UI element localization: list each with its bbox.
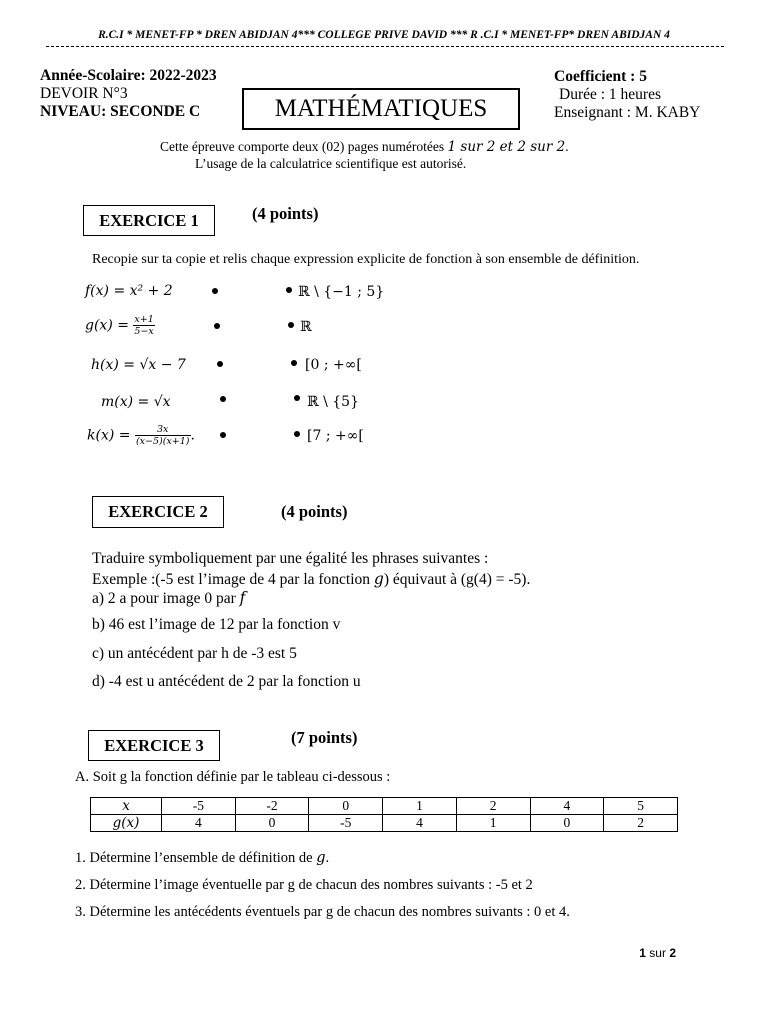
exercice-3-question-1	[75, 850, 329, 867]
bullet-dot	[294, 431, 300, 437]
function-k-numerator: 3x	[135, 424, 191, 436]
table-cell: 2	[456, 798, 530, 815]
table-cell: 5	[604, 798, 678, 815]
header-banner: R.C.I * MENET-FP * DREN ABIDJAN 4*** COLLEGE PRIVE DAVID *** R .C.I * MENET-FP* DREN ABIDJAN 4	[98, 29, 670, 41]
table-cell: -2	[235, 798, 309, 815]
table-cell: -5	[162, 798, 236, 815]
table-cell: 4	[530, 798, 604, 815]
domain-3: [0 ; +∞[	[305, 357, 362, 373]
function-h: h(x) = √x − 7	[91, 357, 186, 373]
function-m: m(x) = √x	[101, 394, 171, 410]
exercice-2-item-c: c) un antécédent par h de -3 est 5	[92, 645, 297, 662]
duree: Durée : 1 heures	[559, 86, 661, 103]
domain-1: ℝ \ {−1 ; 5}	[298, 284, 385, 300]
table-cell: 2	[604, 815, 678, 832]
domain-2: ℝ	[300, 319, 312, 335]
function-k-fraction	[135, 424, 191, 447]
function-g-fraction	[133, 314, 154, 337]
table-cell: 1	[456, 815, 530, 832]
bullet-dot	[214, 323, 220, 329]
school-year: Année-Scolaire: 2022-2023	[40, 67, 217, 84]
exercice-2-points: (4 points)	[281, 502, 348, 521]
bullet-dot	[220, 396, 226, 402]
exercice-2-item-a	[92, 589, 245, 608]
domain-5: [7 ; +∞[	[307, 428, 364, 444]
page-title: MATHÉMATIQUES	[242, 88, 520, 130]
exercice-3-question-2: 2. Détermine l’image éventuelle par g de chacun des nombres suivants : -5 et 2	[75, 877, 533, 893]
page-number	[639, 946, 676, 960]
exercice-2-label: EXERCICE 2	[92, 496, 224, 528]
exercice-1-consigne: Recopie sur ta copie et relis chaque expression explicite de fonction à son ensemble de définition.	[92, 252, 640, 267]
exercice-1-label: EXERCICE 1	[83, 205, 215, 236]
function-g-prefix: g(x) =	[85, 317, 134, 334]
table-cell: 1	[383, 798, 457, 815]
page-current: 1	[639, 946, 646, 960]
exercice-2-item-d: d) -4 est u antécédent de 2 par la fonction u	[92, 673, 361, 690]
table-header-g: g(x)	[91, 815, 162, 832]
table-cell: 4	[383, 815, 457, 832]
function-g-numerator: x+1	[134, 314, 154, 325]
exemple-function-g: g	[373, 570, 384, 588]
bullet-dot	[294, 395, 300, 401]
domain-4: ℝ \ {5}	[307, 394, 359, 410]
exercice-1-points: (4 points)	[252, 204, 319, 223]
table-cell: -5	[309, 815, 383, 832]
table-row-x	[91, 798, 678, 815]
bullet-dot	[288, 322, 294, 328]
enseignant: Enseignant : M. KABY	[554, 104, 701, 121]
function-k	[87, 424, 195, 447]
table-cell: 0	[235, 815, 309, 832]
exemple-text-end: ) équivaut à (g(4) = -5).	[383, 571, 531, 588]
bullet-dot	[212, 288, 218, 294]
function-k-denominator: (x−5)(x+1)	[135, 436, 190, 447]
bullet-dot	[217, 361, 223, 367]
item-a-text: a) 2 a pour image 0 par	[92, 590, 240, 607]
function-k-suffix: .	[190, 427, 195, 444]
devoir-number: DEVOIR N°3	[40, 85, 128, 102]
exercice-2-item-b: b) 46 est l’image de 12 par la fonction v	[92, 616, 341, 633]
item-a-function: f	[239, 589, 246, 607]
intro-line-2: L’usage de la calculatrice scientifique est autorisé.	[195, 156, 467, 171]
exercice-3-part-a: A. Soit g la fonction définie par le tableau ci-dessous :	[75, 769, 391, 785]
question-1-text: 1. Détermine l’ensemble de définition de	[75, 850, 317, 866]
intro-line-1	[160, 139, 569, 155]
exercice-3-label: EXERCICE 3	[88, 730, 220, 761]
table-row-g	[91, 815, 678, 832]
table-header-x: x	[91, 798, 162, 815]
page-separator: sur	[645, 946, 670, 960]
intro-end: .	[565, 139, 569, 154]
exercice-2-exemple	[92, 570, 530, 589]
function-g	[85, 314, 155, 337]
exemple-text-start: Exemple :(-5 est l’image de 4 par la fonction	[92, 571, 374, 588]
coefficient: Coefficient : 5	[554, 68, 647, 85]
function-k-prefix: k(x) =	[87, 427, 135, 444]
bullet-dot	[291, 360, 297, 366]
question-1-function: g	[316, 850, 326, 866]
table-cell: 4	[162, 815, 236, 832]
intro-text: Cette épreuve comporte deux (02) pages numérotées	[160, 139, 448, 154]
question-1-end: .	[325, 850, 330, 866]
bullet-dot	[286, 287, 292, 293]
exercice-3-points: (7 points)	[291, 728, 358, 747]
table-cell: 0	[309, 798, 383, 815]
function-g-denominator: 5−x	[134, 326, 154, 337]
exercice-2-intro: Traduire symboliquement par une égalité les phrases suivantes :	[92, 550, 489, 567]
intro-pages: 1 sur 2 et 2 sur 2	[447, 139, 566, 155]
function-table	[90, 797, 678, 832]
header-divider	[46, 46, 724, 47]
exercice-3-question-3: 3. Détermine les antécédents éventuels par g de chacun des nombres suivants : 0 et 4.	[75, 904, 570, 920]
function-f: f(x) = x² + 2	[85, 283, 173, 299]
niveau: NIVEAU: SECONDE C	[40, 103, 201, 120]
page-total: 2	[669, 946, 676, 960]
bullet-dot	[220, 432, 226, 438]
table-cell: 0	[530, 815, 604, 832]
